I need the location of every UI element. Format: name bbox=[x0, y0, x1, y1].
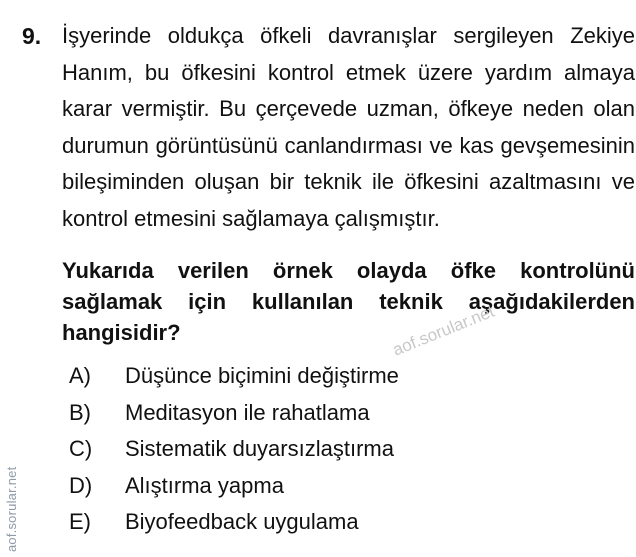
prompt-line: kontrolünü sağlamak için kullanılan teknik bbox=[62, 258, 635, 314]
option-text: Sistematik duyarsızlaştırma bbox=[125, 436, 394, 461]
question-prompt bbox=[62, 255, 635, 348]
stem-line: uzman, öfkeye neden olan durumun görüntüsünü bbox=[62, 96, 635, 158]
option-letter: E) bbox=[69, 509, 91, 534]
option-text: Biyofeedback uygulama bbox=[125, 509, 359, 534]
option-text: Meditasyon ile rahatlama bbox=[125, 399, 370, 425]
option-text: Düşünce biçimini değiştirme bbox=[125, 363, 399, 388]
option-c[interactable] bbox=[69, 431, 399, 468]
watermark-side: aof.sorular.net bbox=[4, 466, 19, 552]
question-stem bbox=[62, 18, 635, 237]
question-body bbox=[62, 18, 635, 348]
stem-line: oluşan bir teknik ile öfkesini azaltmasını ve bbox=[194, 169, 635, 194]
option-letter: C) bbox=[69, 436, 93, 461]
option-letter: A) bbox=[69, 363, 91, 388]
option-letter: D) bbox=[69, 472, 93, 498]
option-letter: B) bbox=[69, 399, 91, 425]
stem-line: kontrol etmesini sağlamaya çalışmıştır. bbox=[62, 205, 440, 231]
watermark-center: aof.sorular.net bbox=[390, 301, 498, 360]
option-a[interactable] bbox=[69, 358, 399, 395]
question-number: 9. bbox=[22, 23, 42, 49]
stem-line: İşyerinde oldukça öfkeli davranışlar sergileyen bbox=[62, 23, 554, 48]
option-text: Alıştırma yapma bbox=[125, 472, 284, 498]
answer-options bbox=[69, 358, 399, 541]
option-e[interactable] bbox=[69, 504, 399, 541]
prompt-line: Yukarıda verilen örnek olayda öfke bbox=[62, 258, 496, 283]
prompt-line: aşağıdakilerden hangisidir? bbox=[62, 289, 635, 345]
stem-line: yardım almaya karar vermiştir. Bu çerçevede bbox=[62, 59, 635, 121]
option-b[interactable] bbox=[69, 395, 399, 432]
stem-line: canlandırması ve kas gevşemesinin bileşiminden bbox=[62, 132, 635, 194]
stem-line: Zekiye Hanım, bu öfkesini kontrol etmek üzere bbox=[62, 23, 635, 85]
option-d[interactable] bbox=[69, 468, 399, 505]
